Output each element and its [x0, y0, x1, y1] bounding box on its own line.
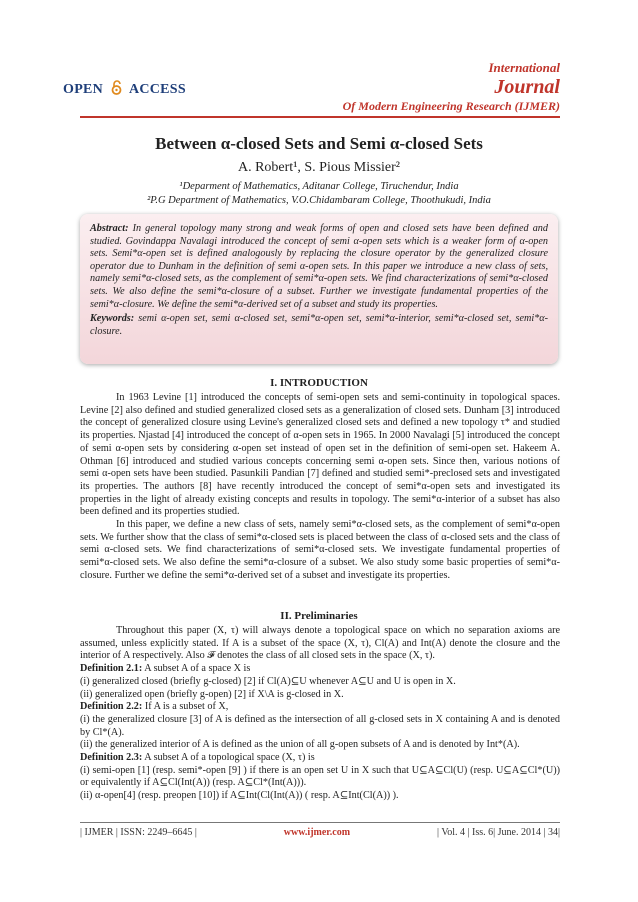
definition-2-2-ii: (ii) the generalized interior of A is defined as the union of all g-open subsets of A and is denoted by Int*(A).	[80, 739, 520, 751]
definition-2-2: Definition 2.2: If A is a subset of X,	[80, 701, 229, 713]
open-access-logo	[63, 80, 186, 98]
footer-volume: | Vol. 4 | Iss. 6| June. 2014 | 34|	[437, 827, 560, 838]
affiliation-1: ¹Deparment of Mathematics, Aditanar College, Tiruchendur, India	[179, 181, 459, 192]
keywords-label: Keywords:	[90, 313, 135, 325]
keywords-text: semi α-open set, semi α-closed set, semi*α-open set, semi*α-interior, semi*α-closed set, semi*α-closure.	[90, 313, 549, 337]
abstract	[90, 223, 548, 311]
definition-2-2-i: (i) the generalized closure [3] of A is defined as the intersection of all g-closed sets in X containing A and is denoted by Cl*(A).	[80, 713, 560, 738]
footer-rule	[80, 822, 560, 823]
header-rule	[80, 116, 560, 118]
section-heading-introduction: I. INTRODUCTION	[270, 377, 368, 389]
definition-2-1: Definition 2.1: A subset A of a space X is	[80, 663, 251, 675]
keywords	[90, 313, 548, 338]
footer-issn: | IJMER | ISSN: 2249–6645 |	[80, 827, 197, 838]
intro-body	[80, 392, 560, 583]
abstract-box	[80, 214, 558, 364]
section-heading-preliminaries: II. Preliminaries	[280, 610, 358, 622]
journal-line-international: International	[488, 60, 560, 75]
paper-authors: A. Robert¹, S. Pious Missier²	[237, 160, 401, 175]
journal-line-name: Of Modern Engineering Research (IJMER)	[342, 99, 560, 113]
intro-paragraph-1: In 1963 Levine [1] introduced the concepts of semi-open sets and semi-continuity in topological spaces. Levine [2] also defined and studied generalized closed sets as a generalization of closed sets. Dunham [3] introduced the concept of generalized closure using Levine's generalized closed sets and defined a new topology τ* and studied its properties. Njastad [4] introduced the concept of α-open sets in 1965. In 2000 Navalagi [5] introduced the concept of semi α-open sets by considering α-open set instead of open set in the definition of semi-open set. Hakeem A. Othman [6] introduced and studied various concepts concerning semi α-open sets. Since then, various notions of semi α-open sets have been studied. Pasunkili Pandian [7] defined and studied semi*-preclosed sets and investigated its properties. The authors [8] have recently introduced the concept of semi*α-open sets and investigated its properties in the light of already existing concepts and results in topology. The semi*α-interior of a subset has also been defined and its properties studied.	[80, 392, 560, 518]
paper-title: Between α-closed Sets and Semi α-closed Sets	[155, 134, 483, 153]
logo-open-text: OPEN	[63, 82, 104, 97]
journal-line-journal: Journal	[494, 76, 560, 98]
definition-2-3-i: (i) semi-open [1] (resp. semi*-open [9] ) if there is an open set U in X such that U⊆A⊆Cl(U) (resp. U⊆A⊆Cl*(U)) or equivalently if A⊆Cl(Int(A)) (resp. A⊆Cl*(Int(A))).	[80, 764, 560, 789]
abstract-text: In general topology many strong and weak forms of open and closed sets have been defined and studied. Govindappa Navalagi introduced the concept of semi α-open sets which is a weaker form of α-open sets. Semi*α-open set is defined analogously by replacing the closure operator by the generalized closure operator due to Dunham in the definition of semi α-open sets. In this paper we introduce a new class of sets, namely semi*α-closed sets, as the complement of semi*α-open sets. We find characterizations of semi*α-closed sets. We also define the semi*α-closure of a subset. Further we investigate fundamental properties of the semi*α-closure. We define the semi*α-derived set of a subset and study its properties.	[90, 223, 548, 310]
footer-website-link[interactable]: www.ijmer.com	[283, 827, 351, 838]
definition-2-1-ii: (ii) generalized open (briefly g-open) [2] if X\A is g-closed in X.	[80, 688, 344, 700]
prelim-body	[80, 625, 560, 803]
definition-2-3-ii: (ii) α-open[4] (resp. preopen [10]) if A⊆Int(Cl(Int(A)) ( resp. A⊆Int(Cl(A)) ).	[80, 790, 399, 802]
logo-access-text: ACCESS	[128, 82, 186, 97]
abstract-label: Abstract:	[90, 223, 129, 234]
prelim-paragraph: Throughout this paper (X, τ) will always denote a topological space on which no separation axioms are assumed, unless explicitly stated. If A is a subset of the space (X, τ), Cl(A) and Int(A) denote the closure and the interior of A respectively. Also 𝓕 denotes the class of all closed sets in the space (X, τ).	[80, 625, 560, 662]
open-lock-icon	[111, 80, 122, 95]
intro-paragraph-2: In this paper, we define a new class of sets, namely semi*α-closed sets, as the complement of semi*α-open sets. We further show that the class of semi*α-closed sets is placed between the class of α-closed sets and the class of semi α-closed sets. We find characterizations of semi*α-closed sets. We investigate fundamental properties of semi*α-closed sets. We also define the semi*α-closure of a subset. We also study some basic properties of semi*α-closure. Further we define the semi*α-derived set of a subset and investigate its properties.	[80, 519, 560, 581]
page-footer	[80, 827, 560, 838]
definition-2-3: Definition 2.3: A subset A of a topological space (X, τ) is	[80, 752, 315, 764]
affiliation-2: ²P.G Department of Mathematics, V.O.Chidambaram College, Thoothukudi, India	[147, 195, 491, 206]
definition-2-1-i: (i) generalized closed (briefly g-closed) [2] if Cl(A)⊆U whenever A⊆U and U is open in X.	[80, 675, 456, 687]
